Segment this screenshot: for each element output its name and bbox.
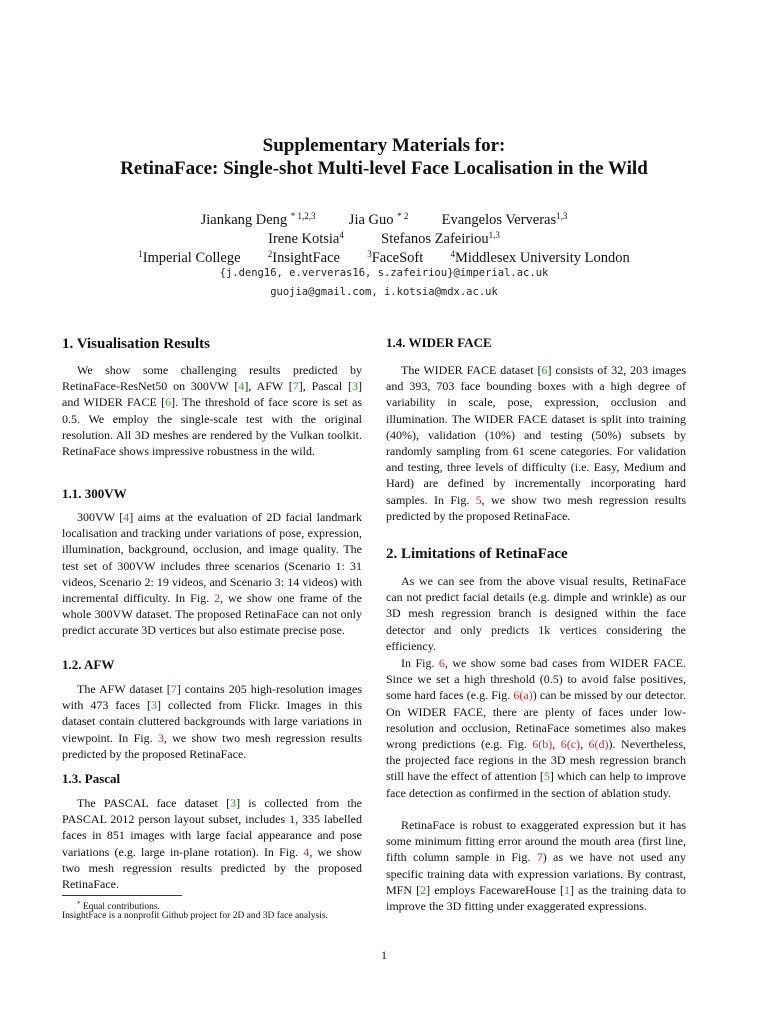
citation-link[interactable]: 4 — [123, 510, 130, 524]
author-name: Stefanos Zafeiriou — [381, 231, 489, 247]
section-heading: 1. Visualisation Results — [62, 336, 210, 352]
author-name: Irene Kotsia — [268, 231, 340, 247]
footnote-insightface: InsightFace is a nonprofit Github project for 2D and 3D face analysis. — [62, 911, 328, 921]
affiliation-sup: 1 — [138, 249, 143, 259]
section-heading: 1.4. WIDER FACE — [386, 335, 492, 350]
section-heading: 1.2. AFW — [62, 657, 115, 672]
email-line-2[interactable]: guojia@gmail.com, i.kotsia@mdx.ac.uk — [270, 286, 498, 298]
figure-link[interactable]: 3 — [157, 730, 164, 745]
section-paragraph: RetinaFace is robust to exaggerated expression but it has some minimum fitting error around the mouth area (first line, fifth column sample in Fig. 7) as we have not used any specific training data with expression variations. By contrast, MFN [2] employs FacewareHouse [1] as the training data to improve the 3D fitting under exaggerated expressions. — [386, 818, 687, 914]
figure-link[interactable]: 6(a) — [513, 688, 533, 703]
affiliation-name: FaceSoft — [371, 250, 424, 266]
affiliation-sup: 3 — [367, 249, 372, 259]
affiliation-sup: 4 — [450, 249, 455, 259]
footnote-text: Equal contributions. — [82, 902, 160, 912]
citation-link[interactable]: 5 — [543, 769, 550, 784]
section-paragraph: The AFW dataset [7] contains 205 high-resolution images with 473 faces [3] collected from Flickr. Images in this dataset contain cluttered backgrounds with large variations in viewpoint. In Fig. 3, we show two mesh regression results predicted by the proposed RetinaFace. — [62, 682, 362, 761]
section-paragraph: As we can see from the above visual results, RetinaFace can not predict facial details (e.g. dimple and wrinkle) as our 3D mesh regression branch is designed within the face detector and only predicts 1k vertices considering the efficiency. — [386, 574, 686, 653]
affiliation-name: Middlesex University London — [455, 250, 630, 266]
affiliation-line — [0, 245, 768, 268]
section-paragraph: In Fig. 6, we show some bad cases from WIDER FACE. Since we set a high threshold (0.5) to avoid false positives, some hard faces (e.g. Fig. 6(a)) can be missed by our detector. On WIDER FACE, there are plenty of faces under low-resolution and occlusion, RetinaFace sometimes also makes wrong predictions (e.g. Fig. 6(b), 6(c), 6(d)). Nevertheless, the projected face regions in the 3D mesh regression branch still have the effect of attention [5] which can help to improve face detection as confirmed in the section of ablation study. — [386, 656, 687, 800]
paper-title-line1: Supplementary Materials for: — [262, 135, 506, 156]
section-heading: 1.1. 300VW — [62, 486, 127, 501]
citation-link[interactable]: 6 — [165, 395, 172, 410]
citation-link[interactable]: 4 — [238, 379, 245, 394]
citation-link[interactable]: 3 — [151, 698, 157, 713]
page-number: 1 — [381, 948, 387, 962]
figure-link[interactable]: 4 — [303, 844, 310, 859]
section-heading: 2. Limitations of RetinaFace — [386, 546, 568, 562]
figure-link[interactable]: 6(d) — [588, 737, 609, 752]
figure-link[interactable]: 6(b) — [532, 737, 553, 752]
email-line-1[interactable]: {j.deng16, e.ververas16, s.zafeiriou}@imperial.ac.uk — [219, 267, 549, 279]
affiliation-name: Imperial College — [142, 250, 241, 266]
author-sup: * 2 — [397, 211, 409, 221]
citation-link[interactable]: 3 — [352, 379, 358, 394]
footnote-rule — [62, 895, 182, 896]
affiliation-name: InsightFace — [272, 250, 340, 266]
author-sup: 1,3 — [556, 211, 568, 221]
section-paragraph: The WIDER FACE dataset [6] consists of 32, 203 images and 393, 703 face bounding boxes with a high degree of variability in scale, pose, expression, occlusion and illumination. The WIDER FACE dataset is split into training (40%), validation (10%) and testing (50%) subsets by randomly sampling from 61 scene categories. For validation and testing, three levels of difficulty (i.e. Easy, Medium and Hard) are defined by incrementally incorporating hard samples. In Fig. 5, we show two mesh regression results predicted by the proposed RetinaFace. — [386, 363, 686, 523]
paper-title-line2: RetinaFace: Single-shot Multi-level Face Localisation in the Wild — [120, 158, 648, 179]
section-paragraph: The PASCAL face dataset [3] is collected from the PASCAL 2012 person layout subset, includes 1, 335 labelled faces in 851 images with large facial appearance and pose variations (e.g. large in-plane rotation). In Fig. 4, we show two mesh regression results predicted by the proposed RetinaFace. — [62, 796, 362, 892]
citation-link[interactable]: 6 — [541, 363, 548, 377]
author-name: Evangelos Ververas — [441, 212, 557, 228]
figure-link[interactable]: 6(c) — [560, 737, 581, 752]
citation-link[interactable]: 7 — [170, 682, 177, 696]
figure-link[interactable]: 5 — [475, 492, 482, 507]
author-name: Jia Guo — [348, 212, 394, 228]
figure-link[interactable]: 2 — [214, 591, 221, 606]
figure-link[interactable]: 6 — [438, 656, 445, 670]
citation-link[interactable]: 3 — [230, 796, 237, 810]
author-sup: 4 — [339, 230, 344, 240]
section-paragraph: 300VW [4] aims at the evaluation of 2D facial landmark localisation and tracking under variations of pose, expression, illumination, background, occlusion, and image quality. The test set of 300VW includes three scenarios (Scenario 1: 31 videos, Scenario 2: 19 videos, and Scenario 3: 14 videos) with incremental difficulty. In Fig. 2, we show one frame of the whole 300VW dataset. The proposed RetinaFace can not only predict accurate 3D vertices but also estimate precise pose. — [62, 510, 362, 638]
section-heading: 1.3. Pascal — [62, 771, 121, 786]
citation-link[interactable]: 2 — [420, 882, 427, 897]
affiliation-sup: 2 — [267, 249, 273, 259]
figure-link[interactable]: 7 — [536, 850, 543, 865]
footnote-mark: * — [77, 900, 81, 908]
author-name: Jiankang Deng — [200, 212, 288, 228]
author-sup: 1,3 — [488, 230, 500, 240]
citation-link[interactable]: 7 — [292, 379, 299, 394]
section-paragraph: We show some challenging results predicted by RetinaFace-ResNet50 on 300VW [4], AFW [7], Pascal [3] and WIDER FACE [6]. The threshold of face score is set as 0.5. We employ the single-scale test with the original resolution. All 3D meshes are rendered by the Vulkan toolkit. RetinaFace shows impressive robustness in the wild. — [62, 363, 363, 459]
citation-link[interactable]: 1 — [563, 882, 570, 897]
author-sup: * 1,2,3 — [290, 211, 316, 221]
